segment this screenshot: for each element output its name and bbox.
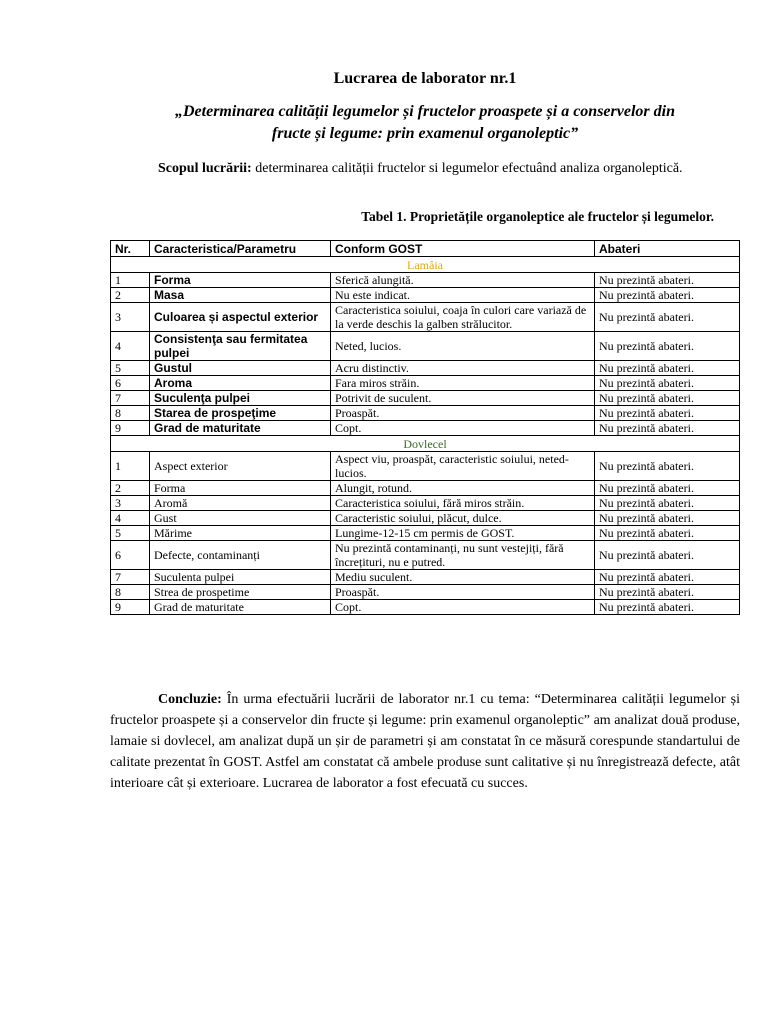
section-row-lemon bbox=[111, 257, 740, 273]
cell-parameter: Strea de prospetime bbox=[150, 585, 331, 600]
cell-parameter: Forma bbox=[150, 481, 331, 496]
cell-nr: 6 bbox=[111, 541, 150, 570]
cell-nr: 4 bbox=[111, 332, 150, 361]
cell-parameter: Masa bbox=[150, 288, 331, 303]
table-caption: Tabel 1. Proprietățile organoleptice ale fructelor și legumelor. bbox=[361, 209, 714, 224]
cell-deviation: Nu prezintă abateri. bbox=[595, 273, 740, 288]
cell-parameter: Grad de maturitate bbox=[150, 421, 331, 436]
cell-parameter: Starea de prospeţime bbox=[150, 406, 331, 421]
cell-deviation: Nu prezintă abateri. bbox=[595, 303, 740, 332]
cell-gost: Alungit, rotund. bbox=[331, 481, 595, 496]
cell-gost: Caracteristica soiului, fără miros străin. bbox=[331, 496, 595, 511]
cell-parameter: Aspect exterior bbox=[150, 452, 331, 481]
cell-deviation: Nu prezintă abateri. bbox=[595, 541, 740, 570]
cell-parameter: Gustul bbox=[150, 361, 331, 376]
cell-nr: 5 bbox=[111, 361, 150, 376]
cell-nr: 2 bbox=[111, 288, 150, 303]
cell-deviation: Nu prezintă abateri. bbox=[595, 526, 740, 541]
cell-gost: Acru distinctiv. bbox=[331, 361, 595, 376]
table-row bbox=[111, 526, 740, 541]
cell-gost: Nu prezintă contaminanți, nu sunt vestejiți, fără încrețituri, nu e putred. bbox=[331, 541, 595, 570]
header-gost: Conform GOST bbox=[331, 241, 595, 257]
table-header-row bbox=[111, 241, 740, 257]
table-row bbox=[111, 361, 740, 376]
cell-gost: Caracteristic soiului, plăcut, dulce. bbox=[331, 511, 595, 526]
table-row bbox=[111, 570, 740, 585]
cell-deviation: Nu prezintă abateri. bbox=[595, 511, 740, 526]
cell-gost: Sferică alungită. bbox=[331, 273, 595, 288]
cell-gost: Neted, lucios. bbox=[331, 332, 595, 361]
cell-deviation: Nu prezintă abateri. bbox=[595, 496, 740, 511]
cell-gost: Aspect viu, proaspăt, caracteristic soiului, neted-lucios. bbox=[331, 452, 595, 481]
table-row bbox=[111, 288, 740, 303]
cell-parameter: Grad de maturitate bbox=[150, 600, 331, 615]
cell-gost: Caracteristica soiului, coaja în culori care variază de la verde deschis la galben strălucitor. bbox=[331, 303, 595, 332]
cell-nr: 8 bbox=[111, 585, 150, 600]
cell-gost: Proaspăt. bbox=[331, 585, 595, 600]
conclusion-text: În urma efectuării lucrării de laborator nr.1 cu tema: “Determinarea calității legumelor și fructelor proaspete și a conservelor din fructe și legume: prin examenul organoleptic” am analizat două produse, lamaie si dovlecel, am analizat după un șir de parametri și am constatat în ce măsură corespunde standartului de calitate prezentat în GOST. Astfel am constatat că ambele produse sunt calitative și nu înregistrează defecte, atât interioare cât și exterioare. Lucrarea de laborator a fost efecuată cu succes. bbox=[110, 692, 740, 791]
page-title: Lucrarea de laborator nr.1 bbox=[333, 70, 517, 87]
cell-nr: 2 bbox=[111, 481, 150, 496]
cell-deviation: Nu prezintă abateri. bbox=[595, 376, 740, 391]
cell-nr: 9 bbox=[111, 421, 150, 436]
cell-parameter: Gust bbox=[150, 511, 331, 526]
table-row bbox=[111, 303, 740, 332]
table-row bbox=[111, 541, 740, 570]
cell-gost: Proaspăt. bbox=[331, 406, 595, 421]
cell-deviation: Nu prezintă abateri. bbox=[595, 452, 740, 481]
cell-deviation: Nu prezintă abateri. bbox=[595, 570, 740, 585]
cell-deviation: Nu prezintă abateri. bbox=[595, 288, 740, 303]
page-subtitle bbox=[110, 101, 740, 145]
cell-parameter: Mărime bbox=[150, 526, 331, 541]
cell-parameter: Aromă bbox=[150, 496, 331, 511]
header-parameter: Caracteristica/Parametru bbox=[150, 241, 331, 257]
cell-gost: Fara miros străin. bbox=[331, 376, 595, 391]
cell-gost: Copt. bbox=[331, 600, 595, 615]
header-nr: Nr. bbox=[111, 241, 150, 257]
scope-text: determinarea calității fructelor si legumelor efectuând analiza organoleptică. bbox=[251, 161, 683, 176]
subtitle-line-2: fructe și legume: prin examenul organoleptic” bbox=[271, 125, 579, 142]
cell-gost: Lungime-12-15 cm permis de GOST. bbox=[331, 526, 595, 541]
conclusion-paragraph bbox=[110, 689, 740, 794]
cell-gost: Nu este indicat. bbox=[331, 288, 595, 303]
scope-paragraph bbox=[110, 158, 740, 179]
cell-deviation: Nu prezintă abateri. bbox=[595, 600, 740, 615]
table-row bbox=[111, 452, 740, 481]
cell-nr: 7 bbox=[111, 570, 150, 585]
table-row bbox=[111, 481, 740, 496]
conclusion-label: Concluzie: bbox=[158, 692, 222, 707]
cell-nr: 7 bbox=[111, 391, 150, 406]
section-row-pumpkin bbox=[111, 436, 740, 452]
cell-nr: 3 bbox=[111, 496, 150, 511]
table-row bbox=[111, 332, 740, 361]
cell-nr: 5 bbox=[111, 526, 150, 541]
cell-parameter: Suculenţa pulpei bbox=[150, 391, 331, 406]
section-label-pumpkin: Dovlecel bbox=[111, 436, 740, 452]
table-row bbox=[111, 496, 740, 511]
cell-deviation: Nu prezintă abateri. bbox=[595, 481, 740, 496]
cell-parameter: Aroma bbox=[150, 376, 331, 391]
table-row bbox=[111, 600, 740, 615]
cell-nr: 1 bbox=[111, 273, 150, 288]
cell-parameter: Forma bbox=[150, 273, 331, 288]
table-row bbox=[111, 511, 740, 526]
properties-table bbox=[110, 240, 740, 615]
table-row bbox=[111, 421, 740, 436]
header-deviations: Abateri bbox=[595, 241, 740, 257]
cell-deviation: Nu prezintă abateri. bbox=[595, 391, 740, 406]
cell-gost: Copt. bbox=[331, 421, 595, 436]
table-row bbox=[111, 406, 740, 421]
cell-nr: 9 bbox=[111, 600, 150, 615]
table-row bbox=[111, 376, 740, 391]
cell-parameter: Consistenţa sau fermitatea pulpei bbox=[150, 332, 331, 361]
table-row bbox=[111, 585, 740, 600]
table-row bbox=[111, 391, 740, 406]
cell-parameter: Culoarea și aspectul exterior bbox=[150, 303, 331, 332]
cell-parameter: Defecte, contaminanți bbox=[150, 541, 331, 570]
subtitle-line-1: „Determinarea calității legumelor și fructelor proaspete și a conservelor din bbox=[175, 103, 675, 120]
cell-nr: 8 bbox=[111, 406, 150, 421]
cell-gost: Potrivit de suculent. bbox=[331, 391, 595, 406]
cell-gost: Mediu suculent. bbox=[331, 570, 595, 585]
cell-nr: 3 bbox=[111, 303, 150, 332]
cell-parameter: Suculenta pulpei bbox=[150, 570, 331, 585]
cell-deviation: Nu prezintă abateri. bbox=[595, 361, 740, 376]
cell-nr: 4 bbox=[111, 511, 150, 526]
cell-deviation: Nu prezintă abateri. bbox=[595, 585, 740, 600]
cell-nr: 1 bbox=[111, 452, 150, 481]
table-row bbox=[111, 273, 740, 288]
cell-deviation: Nu prezintă abateri. bbox=[595, 332, 740, 361]
section-label-lemon: Lamâia bbox=[111, 257, 740, 273]
cell-deviation: Nu prezintă abateri. bbox=[595, 406, 740, 421]
cell-nr: 6 bbox=[111, 376, 150, 391]
scope-label: Scopul lucrării: bbox=[158, 161, 252, 176]
cell-deviation: Nu prezintă abateri. bbox=[595, 421, 740, 436]
